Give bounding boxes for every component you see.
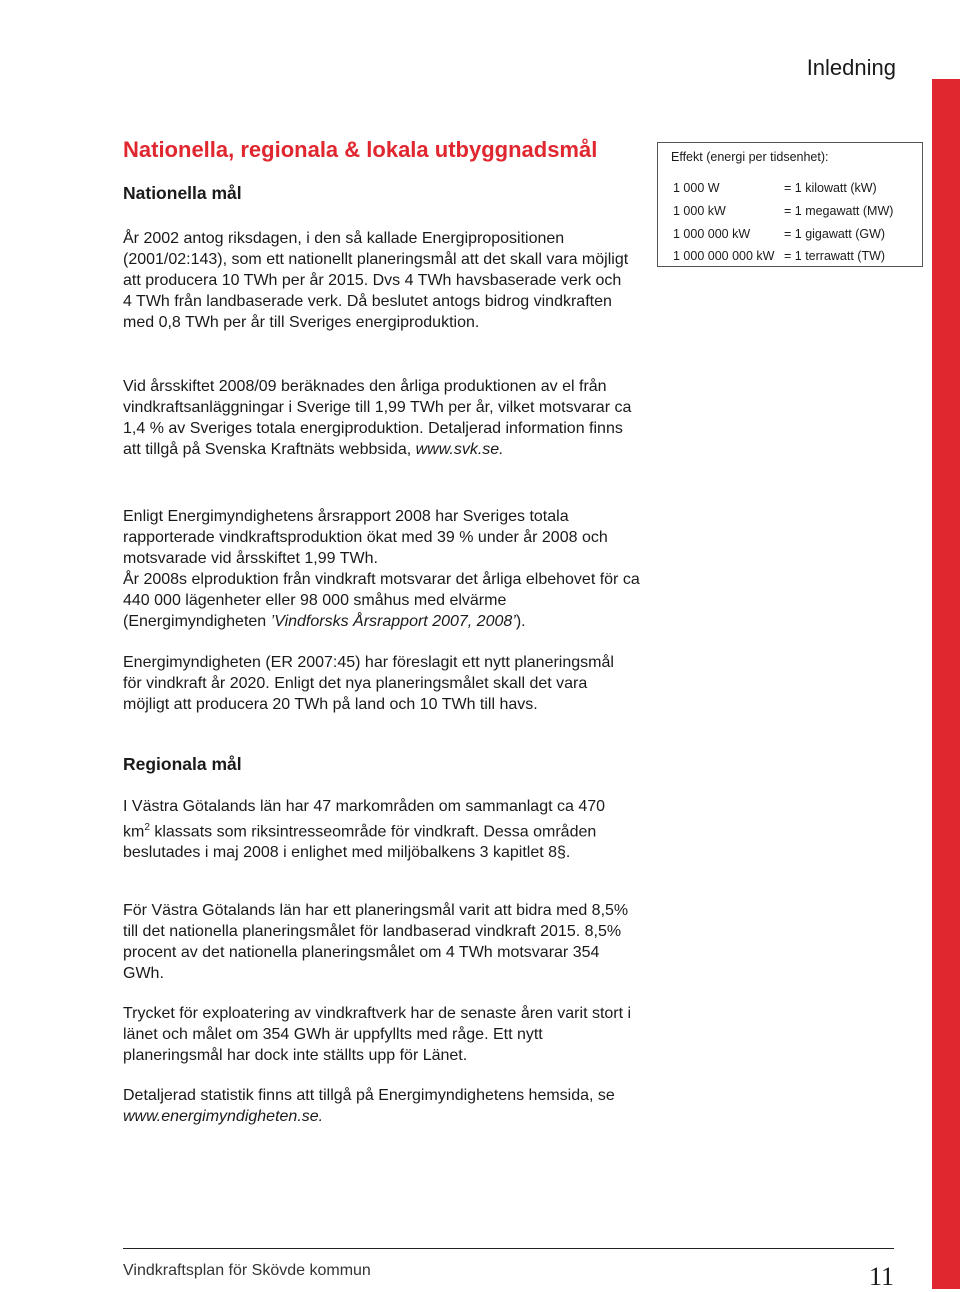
nationella-paragraph-4: Energimyndigheten (ER 2007:45) har föreslagit ett nytt planeringsmål för vindkraft år 2020. Enligt det nya planeringsmålet skall det vara möjligt att producera 20 TWh på land och 10 TWh till havs. xyxy=(123,654,614,713)
effekt-row-value: 1 000 000 kW xyxy=(673,227,751,241)
regionala-paragraph-3-block xyxy=(123,1003,633,1066)
regionala-paragraph-1 xyxy=(123,796,633,863)
paragraph-3b-italic: ’Vindforsks Årsrapport 2007, 2008’ xyxy=(270,613,516,630)
effekt-row xyxy=(673,180,877,196)
nationella-paragraph-3b xyxy=(123,569,643,632)
regionala-paragraph-4 xyxy=(123,1085,633,1127)
effekt-row-equivalent: = 1 gigawatt (GW) xyxy=(784,227,886,241)
nationella-heading: Nationella mål xyxy=(123,183,242,203)
nationella-paragraph-1: År 2002 antog riksdagen, i den så kallade Energipropositionen (2001/02:143), som ett nationellt planeringsmål att det skall vara möjligt att producera 10 TWh per år 2015. Dvs 4 TWh havsbaserade verk och 4 TWh från landbaserade verk. Då beslutet antogs bidrog vindkraften med 0,8 TWh per år till Sveriges energiproduktion. xyxy=(123,230,629,331)
nationella-section xyxy=(123,182,633,204)
effekt-row xyxy=(673,226,885,242)
paragraph-3b-text: År 2008s elproduktion från vindkraft motsvarar det årliga elbehovet för ca 440 000 lägenheter eller 98 000 småhus med elvärme (Energimyndigheten xyxy=(123,571,640,630)
effekt-row-value: 1 000 kW xyxy=(673,204,726,218)
regionala-paragraph-4-block xyxy=(123,1085,633,1127)
side-accent-bar xyxy=(932,79,960,1289)
effekt-row xyxy=(673,248,885,264)
paragraph-2-text: Vid årsskiftet 2008/09 beräknades den årliga produktionen av el från vindkraftsanläggningar i Sverige till 1,99 TWh per år, vilket motsvarar ca 1,4 % av Sveriges totala energiproduktion. Detaljerad information finns att tillgå på Svenska Kraftnäts webbsida, xyxy=(123,378,632,458)
nationella-paragraph-1-block xyxy=(123,228,633,333)
superscript-2: 2 xyxy=(144,822,150,833)
regionala-paragraph-1-block xyxy=(123,796,633,863)
footer-rule xyxy=(123,1248,894,1249)
effekt-row-equivalent: = 1 terrawatt (TW) xyxy=(784,249,886,263)
paragraph-r1-post: klassats som riksintresseområde för vindkraft. Dessa områden beslutades i maj 2008 i enlighet med miljöbalkens 3 kapitlet 8§. xyxy=(123,823,597,862)
effekt-row-value: 1 000 W xyxy=(673,181,720,195)
effekt-row-equivalent: = 1 megawatt (MW) xyxy=(784,204,894,218)
regionala-paragraph-3: Trycket för exploatering av vindkraftverk har de senaste åren varit stort i länet och målet om 354 GWh är uppfyllts med råge. Ett nytt planeringsmål har dock inte ställts upp för Länet. xyxy=(123,1005,632,1064)
section-label: Inledning xyxy=(806,55,896,80)
effekt-info-box xyxy=(657,142,923,267)
nationella-paragraph-2 xyxy=(123,376,643,460)
paragraph-r4-text: Detaljerad statistik finns att tillgå på Energimyndighetens hemsida, se xyxy=(123,1087,615,1104)
nationella-paragraph-2-block xyxy=(123,376,633,460)
effekt-row xyxy=(673,203,893,219)
paragraph-r1-pre: I Västra Götalands län har 47 markområden om sammanlagt ca 470 km xyxy=(123,798,606,841)
effekt-row-value: 1 000 000 000 kW xyxy=(673,249,775,263)
nationella-paragraph-3-block xyxy=(123,506,640,632)
regionala-section xyxy=(123,753,633,775)
regionala-paragraph-2-block xyxy=(123,900,633,984)
nationella-paragraph-3a: Enligt Energimyndighetens årsrapport 2008 har Sveriges totala rapporterade vindkraftsproduktion ökat med 39 % under år 2008 och motsvarade vid årsskiftet 1,99 TWh. xyxy=(123,508,608,567)
footer-publication-title: Vindkraftsplan för Skövde kommun xyxy=(123,1262,371,1279)
effekt-row-equivalent: = 1 kilowatt (kW) xyxy=(784,181,877,195)
svk-link[interactable]: www.svk.se. xyxy=(415,441,504,458)
paragraph-3b-end: ). xyxy=(515,613,526,630)
effekt-box-title: Effekt (energi per tidsenhet): xyxy=(671,150,829,164)
energimyndigheten-link[interactable]: www.energimyndigheten.se. xyxy=(123,1108,324,1125)
nationella-paragraph-4-block xyxy=(123,652,633,715)
regionala-paragraph-2: För Västra Götalands län har ett planeringsmål varit att bidra med 8,5% till det nationella planeringsmålet för landbaserad vindkraft 2015. 8,5% procent av det nationella planeringsmålet om 4 TWh motsvarar 354 GWh. xyxy=(123,902,629,982)
regionala-heading: Regionala mål xyxy=(123,754,242,774)
page-title: Nationella, regionala & lokala utbyggnadsmål xyxy=(123,137,598,162)
page-number: 11 xyxy=(868,1262,894,1291)
